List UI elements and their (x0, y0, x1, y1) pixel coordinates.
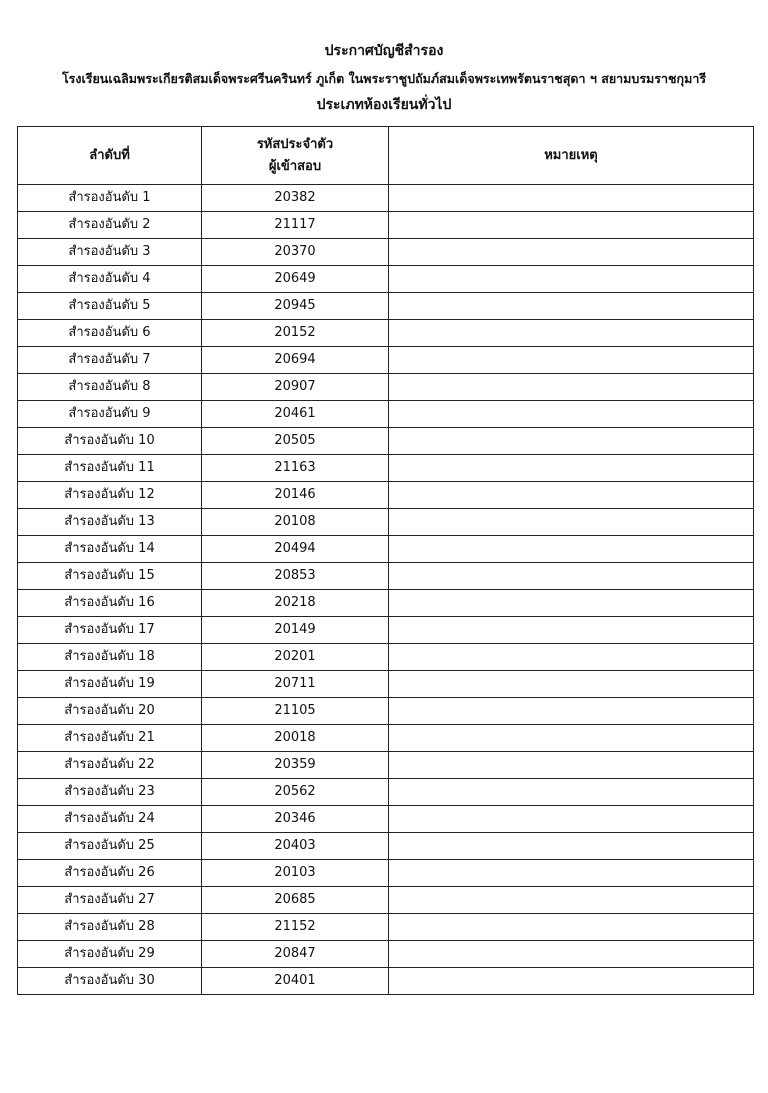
cell-code: 21163 (202, 455, 389, 482)
table-row (18, 509, 754, 536)
table-row (18, 266, 754, 293)
table-row (18, 320, 754, 347)
cell-rank: สำรองอันดับ 2 (18, 212, 202, 239)
cell-note (389, 671, 754, 698)
cell-rank: สำรองอันดับ 29 (18, 941, 202, 968)
table-row (18, 455, 754, 482)
cell-code: 20505 (202, 428, 389, 455)
cell-note (389, 536, 754, 563)
cell-code: 20494 (202, 536, 389, 563)
table-row (18, 887, 754, 914)
reserve-list-table (17, 126, 754, 995)
cell-rank: สำรองอันดับ 18 (18, 644, 202, 671)
table-row (18, 617, 754, 644)
cell-note (389, 455, 754, 482)
cell-code: 20149 (202, 617, 389, 644)
cell-rank: สำรองอันดับ 6 (18, 320, 202, 347)
cell-rank: สำรองอันดับ 7 (18, 347, 202, 374)
cell-note (389, 374, 754, 401)
cell-rank: สำรองอันดับ 26 (18, 860, 202, 887)
table-row (18, 833, 754, 860)
table-row (18, 374, 754, 401)
table-row (18, 239, 754, 266)
table-row (18, 968, 754, 995)
classroom-type: ประเภทห้องเรียนทั่วไป (316, 97, 452, 113)
cell-code: 20103 (202, 860, 389, 887)
column-header-rank: ลำดับที่ (18, 127, 202, 185)
cell-note (389, 293, 754, 320)
cell-code: 20382 (202, 185, 389, 212)
cell-note (389, 887, 754, 914)
cell-rank: สำรองอันดับ 16 (18, 590, 202, 617)
table-row (18, 725, 754, 752)
cell-note (389, 644, 754, 671)
cell-note (389, 698, 754, 725)
cell-note (389, 563, 754, 590)
cell-code: 21152 (202, 914, 389, 941)
cell-code: 20461 (202, 401, 389, 428)
cell-note (389, 752, 754, 779)
cell-note (389, 266, 754, 293)
table-row (18, 698, 754, 725)
cell-rank: สำรองอันดับ 19 (18, 671, 202, 698)
cell-rank: สำรองอันดับ 24 (18, 806, 202, 833)
cell-code: 20201 (202, 644, 389, 671)
cell-rank: สำรองอันดับ 17 (18, 617, 202, 644)
column-header-code-line2: ผู้เข้าสอบ (268, 158, 322, 174)
cell-rank: สำรองอันดับ 8 (18, 374, 202, 401)
cell-note (389, 914, 754, 941)
table-row (18, 860, 754, 887)
table-row (18, 590, 754, 617)
table-row (18, 185, 754, 212)
column-header-code-line1: รหัสประจำตัว (256, 136, 334, 152)
cell-rank: สำรองอันดับ 21 (18, 725, 202, 752)
cell-note (389, 617, 754, 644)
cell-code: 20018 (202, 725, 389, 752)
cell-code: 20152 (202, 320, 389, 347)
table-row (18, 293, 754, 320)
cell-rank: สำรองอันดับ 3 (18, 239, 202, 266)
announcement-title: ประกาศบัญชีสำรอง (324, 43, 444, 59)
cell-note (389, 779, 754, 806)
cell-code: 20359 (202, 752, 389, 779)
cell-note (389, 725, 754, 752)
cell-note (389, 401, 754, 428)
table-row (18, 482, 754, 509)
cell-note (389, 212, 754, 239)
cell-code: 20649 (202, 266, 389, 293)
cell-rank: สำรองอันดับ 10 (18, 428, 202, 455)
table-row (18, 806, 754, 833)
cell-rank: สำรองอันดับ 27 (18, 887, 202, 914)
table-body (18, 185, 754, 995)
cell-rank: สำรองอันดับ 28 (18, 914, 202, 941)
table-row (18, 563, 754, 590)
cell-code: 20847 (202, 941, 389, 968)
cell-note (389, 428, 754, 455)
cell-rank: สำรองอันดับ 30 (18, 968, 202, 995)
cell-code: 20685 (202, 887, 389, 914)
table-row (18, 212, 754, 239)
cell-code: 20401 (202, 968, 389, 995)
cell-rank: สำรองอันดับ 25 (18, 833, 202, 860)
cell-rank: สำรองอันดับ 9 (18, 401, 202, 428)
cell-note (389, 482, 754, 509)
cell-code: 20346 (202, 806, 389, 833)
cell-note (389, 347, 754, 374)
cell-note (389, 968, 754, 995)
document-header (0, 38, 768, 119)
cell-code: 20218 (202, 590, 389, 617)
column-header-code (202, 127, 389, 185)
cell-rank: สำรองอันดับ 15 (18, 563, 202, 590)
table-row (18, 779, 754, 806)
cell-rank: สำรองอันดับ 20 (18, 698, 202, 725)
cell-rank: สำรองอันดับ 13 (18, 509, 202, 536)
cell-rank: สำรองอันดับ 14 (18, 536, 202, 563)
table-row (18, 941, 754, 968)
table-row (18, 347, 754, 374)
table-row (18, 401, 754, 428)
cell-rank: สำรองอันดับ 5 (18, 293, 202, 320)
cell-code: 20694 (202, 347, 389, 374)
cell-code: 21105 (202, 698, 389, 725)
cell-note (389, 239, 754, 266)
cell-note (389, 860, 754, 887)
cell-code: 20853 (202, 563, 389, 590)
cell-code: 20945 (202, 293, 389, 320)
cell-rank: สำรองอันดับ 1 (18, 185, 202, 212)
table-row (18, 644, 754, 671)
cell-note (389, 320, 754, 347)
cell-note (389, 590, 754, 617)
cell-note (389, 806, 754, 833)
cell-note (389, 941, 754, 968)
cell-rank: สำรองอันดับ 12 (18, 482, 202, 509)
column-header-note: หมายเหตุ (389, 127, 754, 185)
cell-code: 20907 (202, 374, 389, 401)
cell-code: 20370 (202, 239, 389, 266)
cell-code: 20403 (202, 833, 389, 860)
table-header-row (18, 127, 754, 185)
cell-rank: สำรองอันดับ 11 (18, 455, 202, 482)
table-row (18, 536, 754, 563)
cell-code: 20146 (202, 482, 389, 509)
table-row (18, 428, 754, 455)
cell-code: 20711 (202, 671, 389, 698)
cell-rank: สำรองอันดับ 23 (18, 779, 202, 806)
cell-code: 20562 (202, 779, 389, 806)
table-row (18, 752, 754, 779)
cell-note (389, 509, 754, 536)
cell-rank: สำรองอันดับ 22 (18, 752, 202, 779)
cell-code: 21117 (202, 212, 389, 239)
table-row (18, 914, 754, 941)
cell-code: 20108 (202, 509, 389, 536)
school-name: โรงเรียนเฉลิมพระเกียรติสมเด็จพระศรีนครินทร์ ภูเก็ต ในพระราชูปถัมภ์สมเด็จพระเทพรัตนราชสุดา ฯ สยามบรมราชกุมารี (61, 71, 707, 86)
table-row (18, 671, 754, 698)
cell-rank: สำรองอันดับ 4 (18, 266, 202, 293)
cell-note (389, 185, 754, 212)
cell-note (389, 833, 754, 860)
